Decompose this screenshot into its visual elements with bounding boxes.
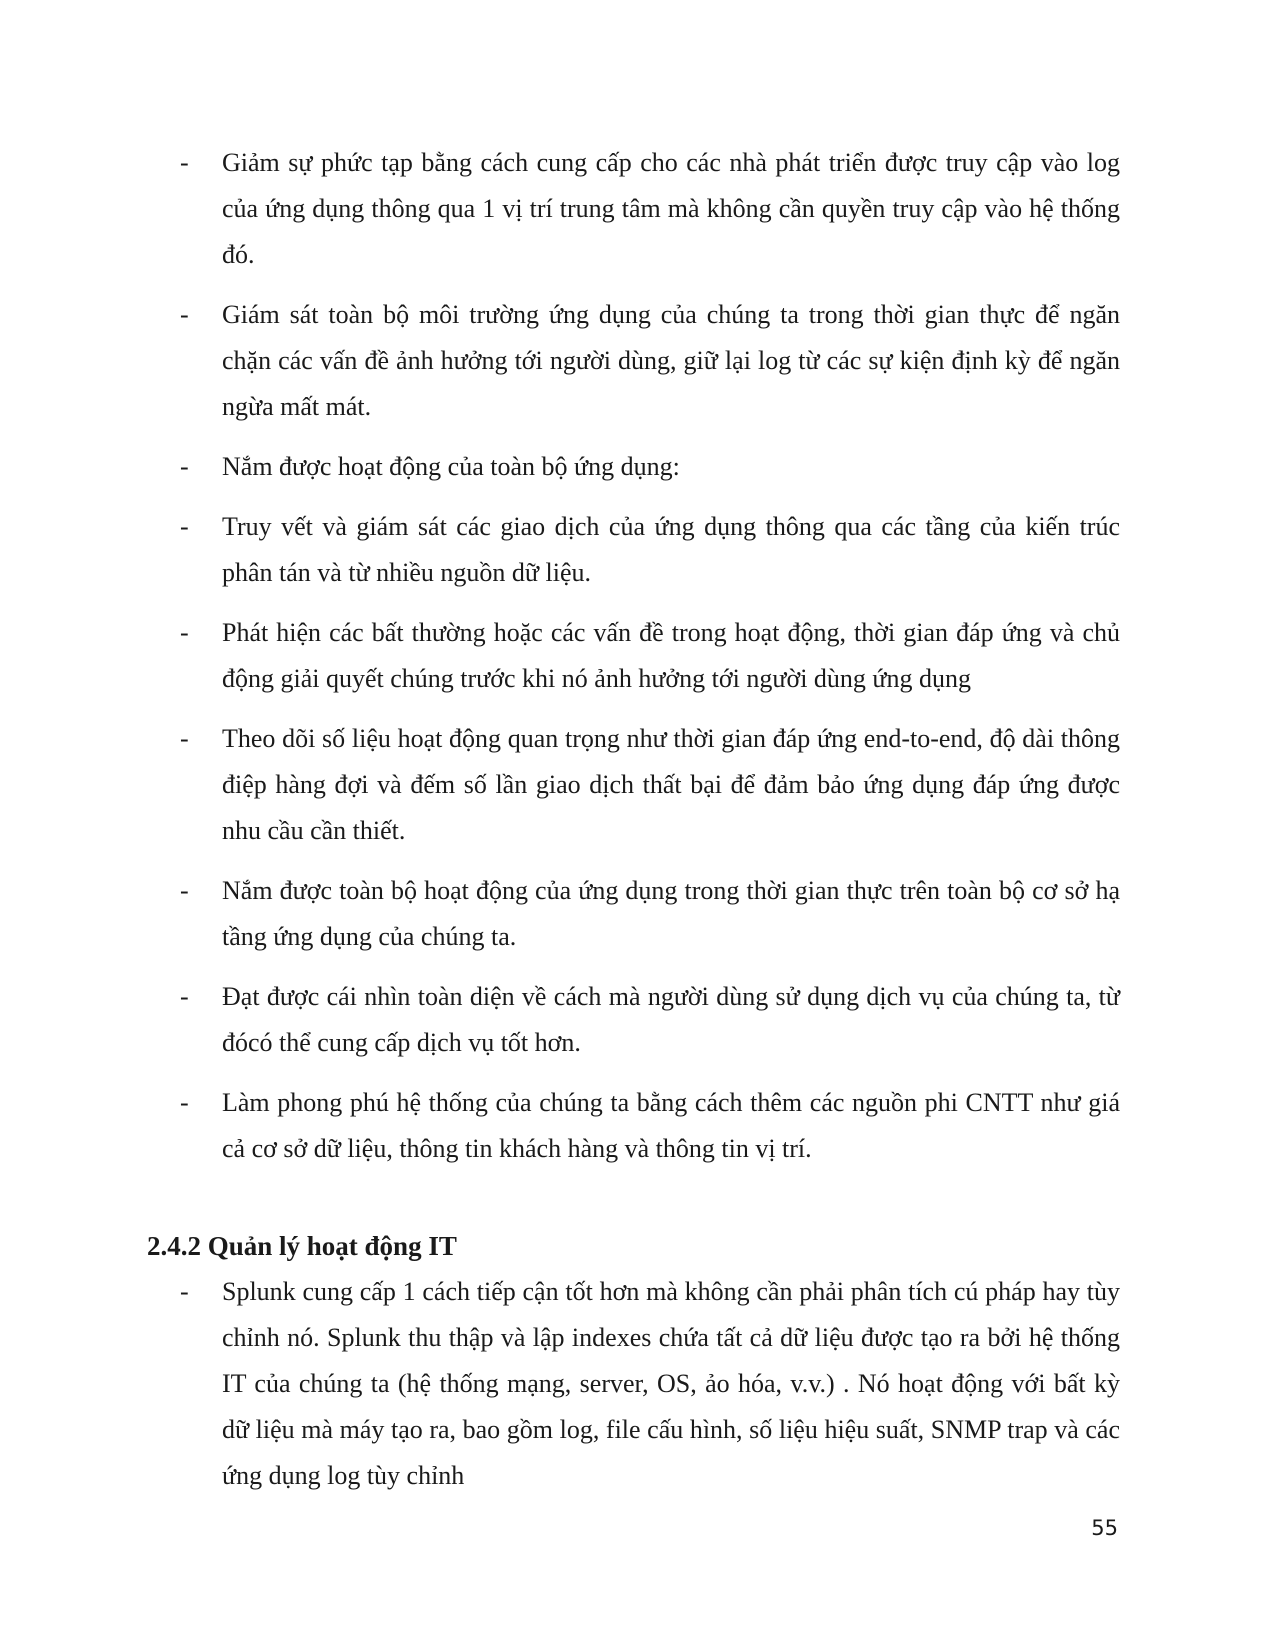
list-item	[180, 444, 1120, 490]
section-bullet-list	[180, 1269, 1120, 1513]
list-item	[180, 140, 1120, 278]
list-item-text: Giảm sự phức tạp bằng cách cung cấp cho các nhà phát triển được truy cập vào log của ứng dụng thông qua 1 vị trí trung tâm mà không cần quyền truy cập vào hệ thống đó.	[222, 148, 1120, 269]
list-item-text: Làm phong phú hệ thống của chúng ta bằng cách thêm các nguồn phi CNTT như giá cả cơ sở dữ liệu, thông tin khách hàng và thông tin vị trí.	[222, 1088, 1120, 1163]
bullet-dash: -	[180, 876, 189, 905]
list-item-text: Theo dõi số liệu hoạt động quan trọng như thời gian đáp ứng end-to-end, độ dài thông điệp hàng đợi và đếm số lần giao dịch thất bại để đảm bảo ứng dụng đáp ứng được nhu cầu cần thiết.	[222, 724, 1120, 845]
bullet-list	[180, 140, 1120, 1186]
bullet-dash: -	[180, 148, 189, 177]
list-item-text: Phát hiện các bất thường hoặc các vấn đề trong hoạt động, thời gian đáp ứng và chủ động giải quyết chúng trước khi nó ảnh hưởng tới người dùng ứng dụng	[222, 618, 1120, 693]
page-number: 55	[1091, 1516, 1118, 1540]
list-item	[180, 292, 1120, 430]
list-item-text: Splunk cung cấp 1 cách tiếp cận tốt hơn mà không cần phải phân tích cú pháp hay tùy chỉnh nó. Splunk thu thập và lập indexes chứa tất cả dữ liệu được tạo ra bởi hệ thống IT của chúng ta (hệ thống mạng, server, OS, ảo hóa, v.v.) . Nó hoạt động với bất kỳ dữ liệu mà máy tạo ra, bao gồm log, file cấu hình, số liệu hiệu suất, SNMP trap và các ứng dụng log tùy chỉnh	[222, 1277, 1120, 1490]
bullet-dash: -	[180, 724, 189, 753]
bullet-dash: -	[180, 1277, 189, 1306]
list-item	[180, 1269, 1120, 1499]
bullet-dash: -	[180, 300, 189, 329]
list-item-text: Đạt được cái nhìn toàn diện về cách mà người dùng sử dụng dịch vụ của chúng ta, từ đócó thể cung cấp dịch vụ tốt hơn.	[222, 982, 1120, 1057]
list-item	[180, 1080, 1120, 1172]
bullet-dash: -	[180, 452, 189, 481]
list-item	[180, 610, 1120, 702]
list-item	[180, 974, 1120, 1066]
list-item-text: Giám sát toàn bộ môi trường ứng dụng của chúng ta trong thời gian thực để ngăn chặn các vấn đề ảnh hưởng tới người dùng, giữ lại log từ các sự kiện định kỳ để ngăn ngừa mất mát.	[222, 300, 1120, 421]
bullet-dash: -	[180, 618, 189, 647]
list-item	[180, 868, 1120, 960]
list-item	[180, 716, 1120, 854]
bullet-dash: -	[180, 1088, 189, 1117]
bullet-dash: -	[180, 982, 189, 1011]
bullet-dash: -	[180, 512, 189, 541]
list-item-text: Truy vết và giám sát các giao dịch của ứng dụng thông qua các tầng của kiến trúc phân tán và từ nhiều nguồn dữ liệu.	[222, 512, 1120, 587]
list-item	[180, 504, 1120, 596]
section-heading: 2.4.2 Quản lý hoạt động IT	[147, 1231, 457, 1261]
list-item-text: Nắm được toàn bộ hoạt động của ứng dụng trong thời gian thực trên toàn bộ cơ sở hạ tầng ứng dụng của chúng ta.	[222, 876, 1120, 951]
list-item-text: Nắm được hoạt động của toàn bộ ứng dụng:	[222, 452, 680, 481]
